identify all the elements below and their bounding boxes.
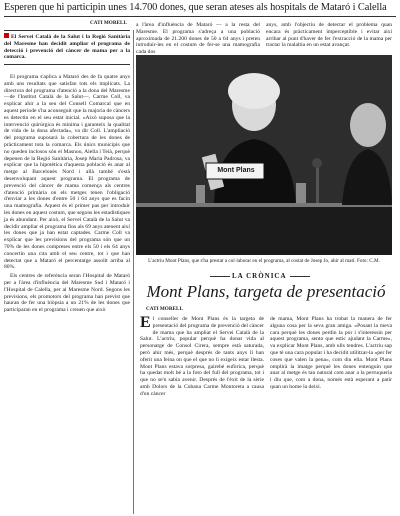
left-column-para-2: Els centres de referència seran l'Hospital de Mataró per a l'àrea d'influència del Maresme Sud i Mataró i l'Hospital de Calella, per al Maresme Nord. Segons les previsions, els promotors del programa han previst que hauran de fer una biòpsia a un 21% de les dones que participaran en el programa i creuen que això: [4, 273, 130, 314]
left-column-body: [4, 74, 130, 314]
photo-caption: L'actriu Mont Plans, que s'ha prestat a col·laborar en el programa, al costat de Josep Jo, ahir al matí. Foto: C.M.: [148, 258, 380, 264]
drop-cap: E: [140, 314, 151, 331]
column-divider: [133, 30, 134, 514]
article-column-1: El conseller de Mont Plans és la targeta de presentació del programa de prevenció del càncer de mama que ha ampliat el Servei Català de la Salut. L'actriu, popular perquè ha donat vida al personatge de Consol Cirera, sempre està saturada, però ahir més, perquè després de tants anys li han oferit una feina on que el que no li exigeix estar llesta. Mont Plans estava sorpresa, gairebé eufòrica, perquè ha quedat molt bé a la foto del full del programa, tot i que no se'n sabia avenir. Després de l'èxit de la sèrie amb Dolors de la Cubana Carme Montoreta a causa d'un càncer: [140, 314, 264, 397]
lead-paragraph: El Servei Català de la Salut i la Regió Sanitària del Maresme han decidit ampliar el programa de detecció i prevenció del càncer de mama per a la comarca.: [4, 30, 130, 65]
section-rule-right: [290, 276, 310, 277]
article-column-2: de mama, Mont Plans ha trobat la manera de fer alguna cosa per la seva gran amiga. «Posant la meva cara perquè les dones perdin la por i s'interessin per aquest programa, sento que estic ajudant la Carme», va explicar Mont Plans, amb ulls tendres. L'actriu sap que té una cara popular i ha decidit utilitzar-la «per fer coses que valen la pena», com diu ella. Mont Plans omplirà la imatge perquè les dones entenguin que anar al metge és tan natural com anar a la perruqueria i diu que, com a dona, només està esperant a patir quan un home la deixi.: [270, 316, 392, 390]
bullet-square-icon: [4, 33, 9, 38]
left-column-para-1: El programa s'aplica a Mataró des de fa quatre anys amb uns resultats que satisfan tots els implicats. La directora del programa d'atenció a la dona del Maresme —de l'Institut Català de la Salut—, Carme Coll, va explicar ahir a la seu del Consell Comarcal que en aquest període s'ha aconseguit que la majoria de càncers es detectin en el seu estat inicial. «Això suposa que la intervenció quirúrgica és mínima i garanteix la qualitat de vida de la dona afectada», va dir Coll. L'ampliació del programa suposarà la cobertura de les dones de pràcticament tota la comarca. Els únics municipis que no queden inclosos són el Masnou, Alella i Teià, perquè depenen de la Regió Sanitària, Josep Maria Padrosa, va explicar que la hipotètica d'aquesta població és anar al metge al Barcelonès Nord i allà també s'està desenvolupant aquest programa. El programa de prevenció del càncer de mama comença als centres d'atenció primària on els metges tenen l'obligació d'enviar a les dones d'entre 50 i 64 anys que es facin una mamografia. Aquest és el primer pas per introduir les dones en aquest costum, que segons les estadístiques ja és abundant. Per això, el Servei Català de la Salut va decidir ampliar el programa fins als 69 anys atenent així les dones que ja han estat captades. Carme Coll va explicar que les previsions del programa són que un 70% de les dones compreses entre els 50 i els 64 anys concertin una cita amb el seu centre, tot i que han detectat que a Mataró el percentatge assolit arriba al 80%.: [4, 74, 130, 271]
top-right-column: anys, amb l'objectiu de detectar el problema quan encara és pràcticament imperceptible i evitar així arribar al punt d'haver de fer l'extracció de la mama per tractar la malaltia en un estat avançat.: [266, 22, 392, 49]
top-middle-column: a l'àrea d'influència de Mataró — a la resta del Maresme. El programa s'adreça a una població aproximada de 21.200 dones de 50 a 64 anys i preten introduir-les en el costum de fer-se una mamografia cada dos: [136, 22, 260, 56]
byline-article: CATI MORELL: [146, 306, 183, 312]
headline: Esperen que hi participin unes 14.700 dones, que seran ateses als hospitals de Mataró i Calella: [4, 2, 387, 13]
section-rule-left: [210, 276, 230, 277]
article-photo: [136, 55, 392, 255]
article-title: Mont Plans, targeta de presentació: [146, 282, 386, 301]
photo-illustration: [136, 55, 392, 255]
byline-left: CATI MORELL: [90, 20, 127, 26]
photo-nameplate: Mont Plans: [217, 167, 255, 174]
section-label: LA CRÒNICA: [232, 272, 287, 280]
headline-rule: [4, 16, 396, 17]
